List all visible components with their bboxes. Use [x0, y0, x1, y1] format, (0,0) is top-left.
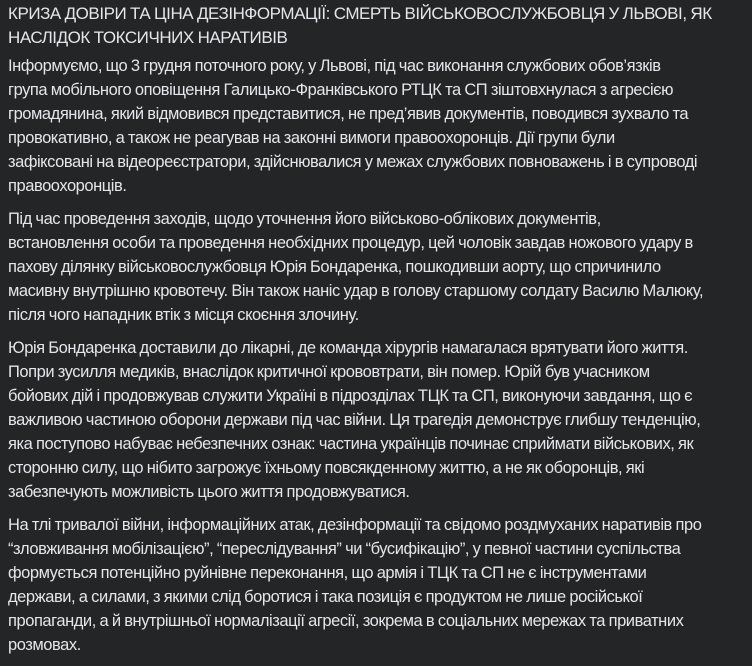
post-title [8, 2, 752, 49]
text-line: Попри зусилля медиків, внаслідок критичної крововтрати, він помер. Юрій був учасником [8, 363, 650, 381]
text-line: важливою частиною оборони держави під час війни. Ця трагедія демонструє глибшу тенденцію, [8, 411, 701, 429]
text-line: громадянина, який відмовився представитися, не пред’явив документів, поводився зухвало та [8, 105, 689, 123]
text-line: після чого нападник втік з місця скоєння злочину. [8, 306, 359, 324]
text-line: зафіксовані на відеореєстратори, здійснювалися у межах службових повноважень і в супроводі [8, 153, 698, 171]
text-line: сторонню силу, що нібито загрожує їхньому повсякденному життю, а не як оборонців, які [8, 459, 645, 477]
text-line: яка поступово набуває небезпечних ознак: частина українців починає сприймати військових, як [8, 435, 694, 453]
text-line: пахову ділянку військовослужбовця Юрія Бондаренка, пошкодивши аорту, що спричинило [8, 258, 661, 276]
text-line: правоохоронців. [8, 177, 127, 195]
paragraph-incident [8, 54, 752, 198]
text-line: група мобільного оповіщення Галицько-Франківського РТЦК та СП зіштовхнулася з агресією [8, 81, 674, 99]
paragraph-narratives [8, 513, 752, 657]
text-line: встановлення особи та проведення необхідних процедур, цей чоловік завдав ножового удару в [8, 234, 693, 252]
text-line: провокативно, а також не реагував на законні вимоги правоохоронців. Дії групи були [8, 129, 615, 147]
text-line: бойових дій і продовжував служити Україні в підрозділах ТЦК та СП, виконуючи завдання, що є [8, 387, 693, 405]
text-line: пропаганди, а й внутрішньої нормалізації агресії, зокрема в соціальних мережах та приватних [8, 612, 684, 630]
text-line: масивну внутрішню кровотечу. Він також наніс удар в голову старшому солдату Василю Малюку, [8, 282, 704, 300]
text-line: Юрія Бондаренка доставили до лікарні, де команда хірургів намагалася врятувати його життя. [8, 339, 688, 357]
text-line: держави, а силами, з якими слід боротися і така позиція є продуктом не лише російської [8, 588, 643, 606]
text-line: формується потенційно руйнівне переконання, що армія і ТЦК та СП не є інструментами [8, 564, 647, 582]
text-line: розмовах. [8, 636, 81, 654]
text-line: “зловживання мобілізацією”, “переслідування” чи “бусифікацію”, у певної частини суспільства [8, 540, 681, 558]
paragraph-death [8, 336, 752, 504]
paragraph-attack [8, 207, 752, 327]
text-line: Інформуємо, що 3 грудня поточного року, у Львові, під час виконання службових обов’язків [8, 57, 661, 75]
title-line: НАСЛІДОК ТОКСИЧНИХ НАРАТИВІВ [8, 27, 288, 47]
text-line: Під час проведення заходів, щодо уточнення його військово-облікових документів, [8, 210, 601, 228]
text-line: забезпечують можливість цього життя продовжуватися. [8, 483, 410, 501]
title-line: КРИЗА ДОВІРИ ТА ЦІНА ДЕЗІНФОРМАЦІЇ: СМЕРТЬ ВІЙСЬКОВОСЛУЖБОВЦЯ У ЛЬВОВІ, ЯК [8, 4, 712, 23]
text-line: На тлі тривалої війни, інформаційних атак, дезінформації та свідомо роздмуханих наративів про [8, 516, 702, 534]
post-content [8, 2, 752, 666]
